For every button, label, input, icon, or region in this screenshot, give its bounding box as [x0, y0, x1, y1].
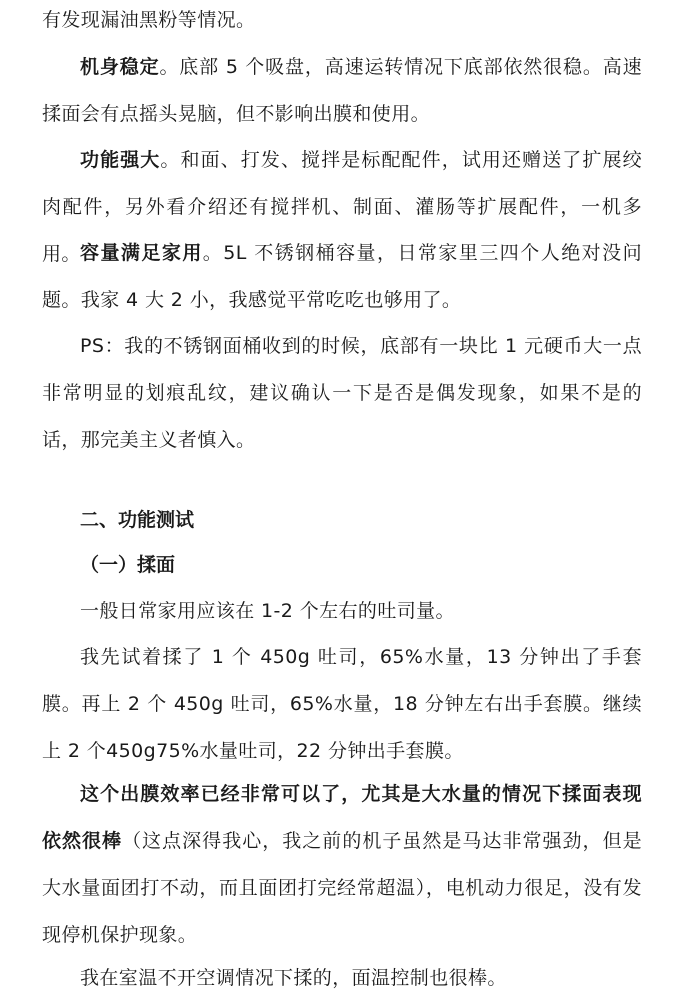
paragraph-test: [42, 634, 642, 775]
paragraph-text: 一般日常家用应该在 1-2 个左右的吐司量。: [80, 600, 455, 622]
subsection-title: （一）揉面: [80, 554, 176, 576]
paragraph-usage: [42, 588, 642, 635]
paragraph-ps: [42, 323, 642, 464]
paragraph-text: 。5L 不锈钢桶容量，日常家里三四个人绝对没问题。我家 4 大 2 小，我感觉平常吃吃也够用了。: [42, 242, 642, 311]
paragraph-stability: [42, 44, 642, 138]
paragraph-text: PS：我的不锈钢面桶收到的时候，底部有一块比 1 元硬币大一点非常明显的划痕乱纹，建议确认一下是否是偶发现象，如果不是的话，那完美主义者慎入。: [42, 335, 642, 451]
paragraph-capacity: [42, 230, 642, 324]
paragraph-text: 有发现漏油黑粉等情况。: [42, 9, 256, 31]
paragraph-text: 我先试着揉了 1 个 450g 吐司，65%水量，13 分钟出了手套膜。再上 2 个 450g 吐司，65%水量，18 分钟左右出手套膜。继续上 2 个450g75%水量吐司，22 分钟出手套膜。: [42, 646, 642, 762]
paragraph-text: 。和面、打发、搅拌是标配配件，试用还赠送了扩展绞肉配件，另外看介绍还有搅拌机、制面、灌肠等扩展配件，一机多用。: [42, 149, 642, 265]
bold-lead: 机身稳定: [80, 56, 160, 78]
paragraph-temperature: [42, 955, 642, 1002]
bold-lead: 容量满足家用: [80, 242, 203, 264]
section-title: 二、功能测试: [80, 509, 195, 531]
paragraph-text: 。底部 5 个吸盘，高速运转情况下底部依然很稳。高速揉面会有点摇头晃脑，但不影响出膜和使用。: [42, 56, 642, 125]
paragraph-conclusion: [42, 771, 642, 959]
bold-lead: 这个出膜效率已经非常可以了，尤其是大水量的情况下揉面表现依然很棒: [42, 783, 642, 852]
paragraph-continuation: [42, 0, 255, 44]
paragraph-text: （这点深得我心，我之前的机子虽然是马达非常强劲，但是大水量面团打不动，而且面团打完经常超温），电机动力很足，没有发现停机保护现象。: [42, 830, 642, 946]
bold-lead: 功能强大: [80, 149, 161, 171]
paragraph-text: 我在室温不开空调情况下揉的，面温控制也很棒。: [80, 967, 507, 989]
